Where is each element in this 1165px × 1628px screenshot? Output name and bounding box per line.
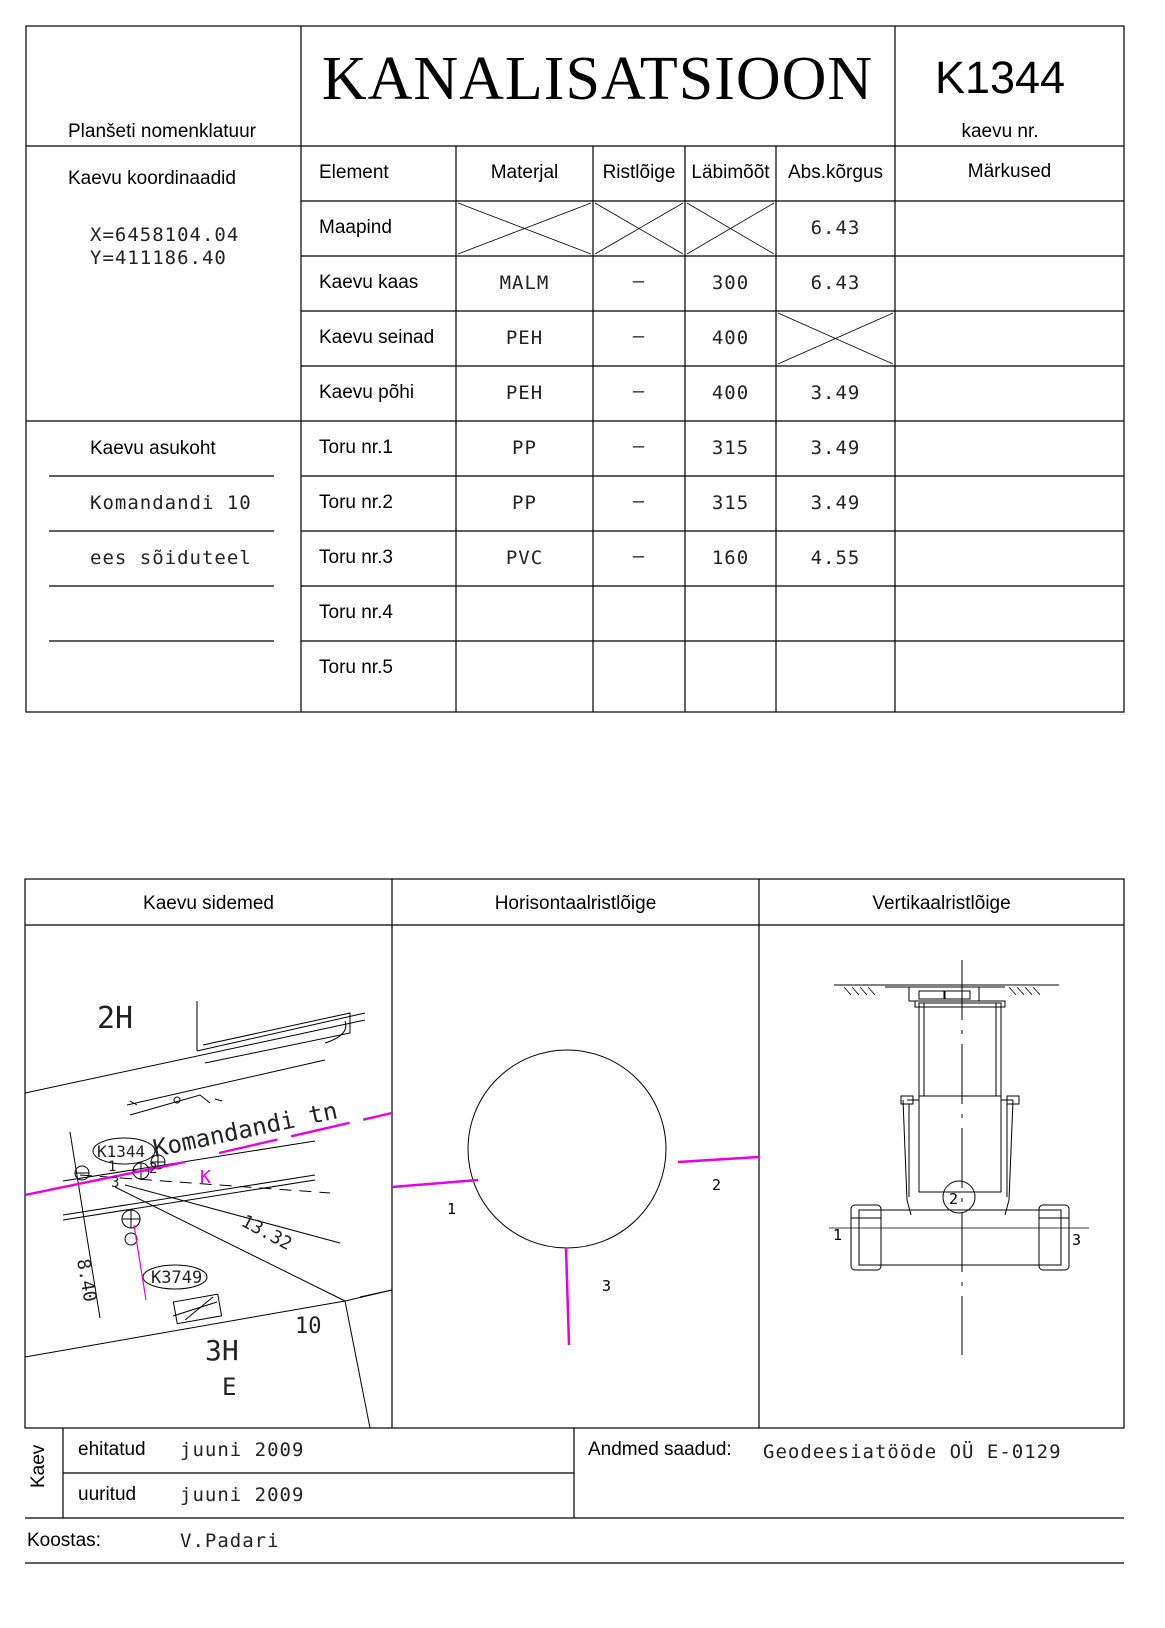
label-pipe-3: 3	[602, 1277, 612, 1295]
label-k3749: K3749	[151, 1268, 203, 1288]
row-cross-section: –	[632, 545, 646, 567]
label-pipe-2: 2	[149, 1161, 158, 1177]
row-material: PEH	[505, 382, 544, 404]
side-label-well: Kaev	[28, 1444, 49, 1488]
row-material: PP	[512, 437, 537, 459]
surveyed-value: juuni 2009	[180, 1484, 305, 1506]
col-header-notes: Märkused	[967, 161, 1052, 182]
row-material: PVC	[505, 547, 544, 569]
row-element: Toru nr.1	[319, 437, 393, 458]
built-value: juuni 2009	[180, 1439, 305, 1461]
row-element: Kaevu seinad	[319, 327, 435, 348]
row-element: Toru nr.3	[319, 547, 393, 568]
row-cross-section: –	[632, 325, 646, 347]
row-material: PP	[512, 492, 537, 514]
row-elevation: 3.49	[810, 492, 861, 514]
label-street: Komandandi tn	[150, 1096, 340, 1163]
row-element: Toru nr.4	[319, 602, 393, 623]
compiled-by-value: V.Padari	[180, 1530, 280, 1552]
row-material: PEH	[505, 327, 544, 349]
label-2h: 2H	[97, 1001, 134, 1036]
data-source-value: Geodeesiatööde OÜ E-0129	[763, 1441, 1062, 1463]
coord-y: Y=411186.40	[90, 247, 227, 269]
label-dim-1332: 13.32	[237, 1210, 296, 1255]
label-pipe-2: 2	[712, 1176, 722, 1194]
label-k: K	[200, 1167, 211, 1188]
page-title: KANALISATSIOON	[321, 45, 874, 113]
panel-title-ties: Kaevu sidemed	[143, 893, 274, 914]
col-header-diameter: Läbimõõt	[691, 162, 770, 183]
row-material: MALM	[499, 272, 550, 294]
label-pipe-1: 1	[447, 1200, 457, 1218]
well-id: K1344	[934, 52, 1066, 103]
compiled-by-label: Koostas:	[27, 1530, 101, 1551]
row-elevation: 6.43	[810, 217, 861, 239]
row-diameter: 315	[711, 437, 750, 459]
label-e: E	[222, 1373, 237, 1401]
coords-label: Kaevu koordinaadid	[68, 168, 236, 189]
label-10: 10	[295, 1314, 322, 1339]
row-cross-section: –	[632, 490, 646, 512]
panel-title-vertical: Vertikaalristlõige	[872, 893, 1011, 914]
row-element: Kaevu põhi	[319, 382, 415, 403]
row-element: Kaevu kaas	[319, 272, 419, 293]
row-elevation: 6.43	[810, 272, 861, 294]
col-header-material: Materjal	[490, 162, 559, 183]
col-header-cross-section: Ristlõige	[602, 162, 676, 183]
row-diameter: 400	[711, 327, 750, 349]
row-element: Toru nr.2	[319, 492, 393, 513]
col-header-elevation: Abs.kõrgus	[787, 162, 884, 183]
panel-title-horizontal: Horisontaalristlõige	[494, 893, 657, 914]
label-pipe-1: 1	[833, 1226, 843, 1244]
row-cross-section: –	[632, 380, 646, 402]
data-source-label: Andmed saadud:	[588, 1439, 732, 1460]
coord-x: X=6458104.04	[90, 224, 240, 246]
label-pipe-2: 2	[949, 1190, 959, 1208]
row-element: Maapind	[319, 217, 392, 238]
row-diameter: 315	[711, 492, 750, 514]
location-label: Kaevu asukoht	[90, 438, 216, 459]
built-label: ehitatud	[78, 1439, 146, 1460]
label-k1344: K1344	[97, 1142, 146, 1161]
label-pipe-3: 3	[111, 1175, 120, 1191]
row-diameter: 400	[711, 382, 750, 404]
label-3h: 3H	[205, 1334, 239, 1367]
location-line: ees sõiduteel	[90, 547, 252, 569]
well-no-label: kaevu nr.	[961, 121, 1039, 142]
row-cross-section: –	[632, 270, 646, 292]
col-header-element: Element	[319, 162, 389, 183]
nomenclature-label: Planšeti nomenklatuur	[68, 121, 256, 142]
label-dim-840: 8.40	[72, 1257, 101, 1304]
row-elevation: 4.55	[810, 547, 861, 569]
row-cross-section: –	[632, 435, 646, 457]
row-diameter: 160	[711, 547, 750, 569]
label-pipe-1: 1	[108, 1159, 117, 1175]
row-diameter: 300	[711, 272, 750, 294]
row-elevation: 3.49	[810, 437, 861, 459]
row-element: Toru nr.5	[319, 657, 393, 678]
row-elevation: 3.49	[810, 382, 861, 404]
label-pipe-3: 3	[1072, 1231, 1082, 1249]
location-line: Komandandi 10	[90, 492, 252, 514]
surveyed-label: uuritud	[78, 1484, 137, 1505]
